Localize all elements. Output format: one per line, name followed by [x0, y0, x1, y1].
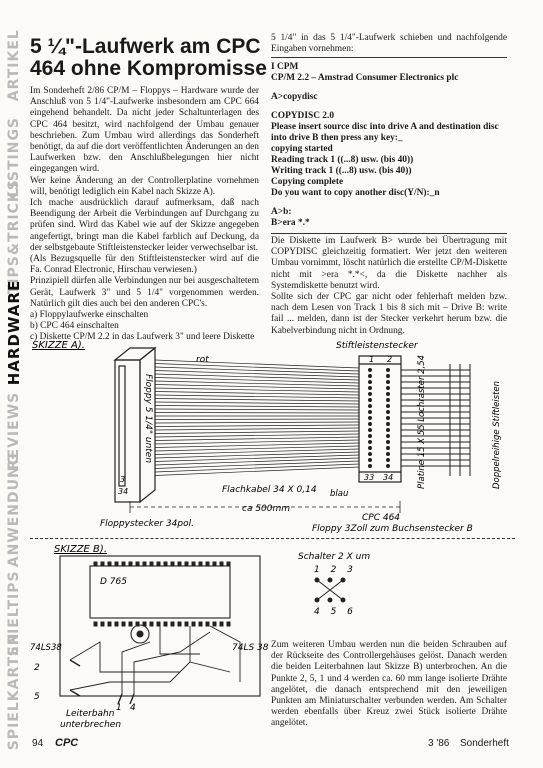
right-intro: 5 1/4" in das 5 1/4"-Laufwerk schieben und nachfolgende Eingaben vornehmen: — [271, 33, 507, 55]
leiterbahn-label — [60, 709, 121, 730]
ribbon-wire — [155, 452, 359, 458]
code-line: Reading track 1 ((...8) usw. (bis 40)) — [271, 155, 414, 165]
pin-dot — [369, 459, 372, 462]
sidebar-word: REVIEWS — [6, 391, 22, 470]
ribbon-wire — [155, 458, 359, 465]
pin-dot — [369, 423, 372, 426]
pin-dot — [369, 405, 372, 408]
chip-pin — [227, 622, 230, 626]
chip-pin — [220, 622, 223, 626]
pin-dot — [387, 381, 390, 384]
code-line: CP/M 2.2 – Amstrad Consumer Electronics plc — [271, 73, 459, 83]
code-listing — [271, 62, 507, 229]
chip-pin — [171, 622, 174, 626]
left-paragraph: c) Diskette CP/M 2.2 in das Laufwerk 3" und leere Diskette — [30, 332, 255, 343]
pin-dot — [387, 429, 390, 432]
switch-drawing — [315, 578, 345, 602]
chip-pin — [164, 622, 167, 626]
pin-dot — [369, 381, 372, 384]
ribbon-wire — [155, 364, 359, 372]
ribbon-wire — [155, 428, 359, 430]
board-trace — [190, 626, 230, 672]
right-column — [271, 236, 507, 337]
chip-pin — [101, 562, 104, 566]
pin-dot — [369, 429, 372, 432]
chip-pin — [157, 622, 160, 626]
chip-pin — [150, 562, 153, 566]
left-paragraph: Ich mache ausdrücklich darauf aufmerksam, daß nach Beendigung der Arbeit die Verbindungen auf Durchgang zu prüfen sind. Wird das Kabel wie auf der Skizze angegeben angefertigt, bringt man die Kabel farblich auf Deckung, da der selbstgebaute Stiftleistenstecker leider verwechselbar ist. — [30, 198, 259, 253]
sidebar-word: ANWENDUNG — [6, 453, 22, 568]
ic-right-label: 74LS 38 — [232, 643, 269, 653]
chip-pin — [220, 562, 223, 566]
doppelreihige-label: Doppelreihige Stiftleisten — [492, 380, 502, 489]
rot-label: rot — [196, 355, 209, 365]
ribbon-wire — [155, 395, 359, 398]
chip-pin — [206, 622, 209, 626]
point-2-label: 2 — [34, 663, 40, 673]
pin-dot — [387, 387, 390, 390]
board-trace — [122, 642, 150, 694]
ribbon-wire — [155, 399, 359, 402]
chip-pin — [185, 562, 188, 566]
ribbon-wire — [155, 434, 359, 437]
issue-label: 3 '86 — [428, 738, 450, 749]
pin-dot — [369, 399, 372, 402]
chip-pin — [213, 622, 216, 626]
chip-pin — [101, 622, 104, 626]
pin-2-label: 2 — [387, 355, 393, 364]
magazine-logo: CPC — [55, 737, 79, 749]
code-line: B>era *.* — [271, 218, 310, 228]
pin-34b-label: 34 — [118, 487, 129, 496]
chip-pin — [227, 562, 230, 566]
code-line: copying started — [271, 144, 333, 154]
code-gap — [271, 199, 507, 207]
page-number: 94 — [32, 738, 44, 749]
pin-dot — [369, 453, 372, 456]
section-label: Sonderheft — [460, 738, 509, 749]
pin-dot — [387, 417, 390, 420]
chip-pin — [94, 562, 97, 566]
chip-pin — [199, 622, 202, 626]
code-bottom-rule — [271, 233, 507, 234]
pin-dot — [369, 393, 372, 396]
length-label: ca 500mm — [242, 504, 291, 514]
leiterbahn-line: unterbrechen — [60, 720, 122, 730]
ribbon-wire — [155, 374, 359, 380]
skizze-a-figure — [30, 334, 515, 534]
code-gap — [271, 103, 507, 111]
pin-dot — [387, 459, 390, 462]
ribbon-wire — [155, 360, 359, 368]
pin-dot — [369, 447, 372, 450]
code-line: Copying complete — [271, 177, 344, 187]
pin-dot — [387, 405, 390, 408]
pin-dot — [387, 375, 390, 378]
ribbon-wire — [155, 431, 359, 434]
ribbon-wire — [155, 413, 359, 414]
blau-label: blau — [330, 489, 349, 499]
sidebar-word: ARTIKEL — [6, 29, 22, 102]
cpc-label: CPC 464 — [362, 513, 401, 523]
chip-pin — [150, 622, 153, 626]
ribbon-wire — [155, 392, 359, 396]
ribbon-wire — [155, 437, 359, 441]
chip-pin — [206, 562, 209, 566]
stiftleiste-label: Stiftleistenstecker — [336, 341, 418, 351]
chip-pin — [122, 562, 125, 566]
skizze-a-label: SKIZZE A). — [32, 340, 85, 351]
chip-pin — [129, 622, 132, 626]
pin-dot — [369, 417, 372, 420]
ribbon-wire — [155, 378, 359, 384]
pin-header-board — [359, 356, 401, 482]
left-paragraph: Prinzipiell dürfen alle Verbindungen nur bei ausgeschaltetem Gerät, Laufwerk 3" und 5 1/4" vorgenommen werden. Natürlich gilt dies auch bei den anderen CPC's. — [30, 276, 259, 309]
left-column — [30, 86, 259, 344]
chip-pin — [115, 562, 118, 566]
bottom-paragraph: Zum weiteren Umbau werden nun die beiden Schrauben auf der Rückseite des Controllergehäuses gelöst. Danach werden die beiden Leiterbahnen laut Skizze B) unterbrochen. An die Punkte 2, 5, 1 und 4 werden ca. 60 mm lange isolierte Drähte angelötet, die danach entsprechend mit den jeweiligen Punkten am Miniaturschalter verbunden werden. Am Schalter werden ebenfalls über Kreuz zwei Stück isolierte Drähte angelötet. — [271, 640, 507, 729]
figure-separator — [30, 538, 515, 539]
pin-34-label: 34 — [383, 473, 394, 482]
pin-dot — [387, 393, 390, 396]
sidebar-word: SPIELKARTEN — [6, 632, 22, 750]
chip-pin — [115, 622, 118, 626]
code-line: A>b: — [271, 207, 292, 217]
chip-pin — [108, 622, 111, 626]
chip-pin — [192, 562, 195, 566]
board-trace — [210, 626, 240, 682]
left-paragraph: b) CPC 464 einschalten — [30, 321, 119, 332]
chip-pin — [143, 562, 146, 566]
ribbon-wire — [155, 402, 359, 404]
chip-pin — [178, 562, 181, 566]
ribbon-wire — [155, 371, 359, 378]
board-trace — [160, 626, 200, 654]
code-line: Do you want to copy another disc(Y/N):_n — [271, 188, 440, 198]
pin-dot — [369, 369, 372, 372]
ribbon-wire — [155, 422, 359, 423]
pin-dot — [369, 465, 372, 468]
board-traces — [70, 626, 240, 694]
ribbon-wire — [155, 425, 359, 427]
pin-dot — [369, 375, 372, 378]
chip-pin — [122, 622, 125, 626]
pin-dot — [387, 465, 390, 468]
pin-dot — [369, 411, 372, 414]
platine-label: Platine 15 X 55 Lochraster 2,54 — [417, 354, 427, 489]
ribbon-wire — [155, 449, 359, 455]
switch-bottom-numbers: 4 5 6 — [314, 607, 357, 617]
pin-dot — [387, 453, 390, 456]
code-gap — [271, 84, 507, 92]
pin-dot — [369, 441, 372, 444]
sidebar-categories — [2, 20, 26, 750]
skizze-b-label: SKIZZE B). — [54, 544, 107, 555]
article-title: 5 ¼"-Laufwerk am CPC 464 ohne Kompromisse — [30, 35, 267, 80]
board-pins — [94, 562, 230, 626]
chip-pin — [213, 562, 216, 566]
chip-pin — [157, 562, 160, 566]
ic-left-label: 74LS38 — [30, 643, 62, 653]
code-line: Writing track 1 ((...8) usw. (bis 40)) — [271, 166, 412, 176]
code-line: A>copydisc — [271, 92, 318, 102]
chip-pin — [108, 562, 111, 566]
pin-dot — [387, 369, 390, 372]
chip-pin — [136, 622, 139, 626]
sidebar-word: LISTINGS — [6, 116, 22, 198]
board-trace — [70, 642, 180, 672]
code-line: I CPM — [271, 62, 299, 72]
pin-dot — [387, 447, 390, 450]
sidebar-word: HARDWARE — [5, 279, 23, 385]
chip-pin — [192, 622, 195, 626]
pin-dot — [387, 423, 390, 426]
point-5-label: 5 — [34, 692, 40, 702]
pin-3-label: 3 — [120, 475, 126, 484]
chip-pin — [136, 562, 139, 566]
pin-dot — [369, 435, 372, 438]
chip-pin — [185, 622, 188, 626]
code-line: COPYDISC 2.0 — [271, 111, 335, 121]
pin-dot — [387, 411, 390, 414]
ribbon-cable — [155, 360, 359, 476]
sidebar-word: SPIELTIPS — [6, 570, 22, 657]
floppy-text: Floppy 5 1/4" unten — [143, 374, 153, 464]
sidebar-word: TIPS&TRICKS — [6, 178, 22, 294]
chip-pin — [171, 562, 174, 566]
ribbon-wire — [155, 406, 359, 408]
schalter-label: Schalter 2 X um — [298, 552, 371, 562]
chip-pin — [129, 562, 132, 566]
switch-top-numbers: 1 2 3 — [314, 565, 357, 575]
floppy3-label: Floppy 3Zoll zum Buchsenstecker B — [312, 524, 473, 534]
point-4-label: 4 — [130, 703, 136, 713]
chip-label: D 765 — [100, 577, 127, 587]
pin-dot — [387, 399, 390, 402]
pin-dot — [369, 387, 372, 390]
pin-dot — [387, 435, 390, 438]
code-line: Please insert source disc into drive A and destination disc into drive B then press any key:_ — [271, 122, 499, 143]
chip-pin — [164, 562, 167, 566]
chip-pin — [199, 562, 202, 566]
ribbon-wire — [155, 367, 359, 374]
left-paragraph: Wer keine Änderung an der Controllerplatine vornehmen will, benötigt lediglich ein Kabel nach Skizze A). — [30, 175, 259, 197]
ribbon-wire — [155, 419, 359, 420]
left-paragraph: (Als Bezugsquelle für den Stiftleistenstecker wird auf die Fa. Conrad Electronic, Hirschau verwiesen.) — [30, 254, 259, 276]
right-paragraph: Sollte sich der CPC gar nicht oder fehlerhaft melden bzw. nach dem Lesen von Track 1 bis 8 sich mit – Drive B: write fail ... melden, dann ist der Stecker verkehrt herum bzw. die Kabelverbindung nicht in Ordnung. — [271, 292, 507, 336]
pin-dot — [387, 441, 390, 444]
flachkabel-label: Flachkabel 34 X 0,14 — [222, 485, 317, 495]
ribbon-wire — [155, 461, 359, 469]
pin-33-label: 33 — [364, 473, 375, 482]
leiterbahn-line: Leiterbahn — [66, 709, 115, 719]
point-1-label: 1 — [116, 703, 122, 713]
left-paragraph: Im Sonderheft 2/86 CP/M – Floppys – Hardware wurde der Anschluß von 5 1/4"-Laufwerke insbesondern am CPC 664 eingehend behandelt. Da nicht jeder Schaltunterlagen des CPC 464 besitzt, wird nachfolgend der Umbau genauer beschrieben. Zum Umbau wird allerdings das Sonderheft benötigt, da auf die dort veröffentlichten Änderungen an den Laufwerken bzw. den Anschlußbelegungen hier nicht eingegangen wird. — [30, 86, 259, 175]
chip-pin — [143, 622, 146, 626]
chip-pin — [94, 622, 97, 626]
floppystecker-label: Floppystecker 34pol. — [100, 519, 194, 529]
board-trace — [70, 662, 190, 690]
left-paragraph: a) Floppylaufwerke einschalten — [30, 310, 149, 321]
pin-1-label: 1 — [369, 355, 375, 364]
right-paragraph: Die Diskette im Laufwerk B> wurde bei Übertragung mit COPYDISC gleichzeitig formatiert. Wer jetzt den weiteren Umbau vornimmt, löscht natürlich die erstellte CP/M-Diskette nicht mit >era *.*<, da die Diskette nachher als Systemdiskette benutzt wird. — [271, 236, 507, 291]
ribbon-wire — [155, 455, 359, 462]
code-top-rule — [271, 57, 507, 58]
ribbon-wire — [155, 409, 359, 410]
chip-pin — [178, 622, 181, 626]
